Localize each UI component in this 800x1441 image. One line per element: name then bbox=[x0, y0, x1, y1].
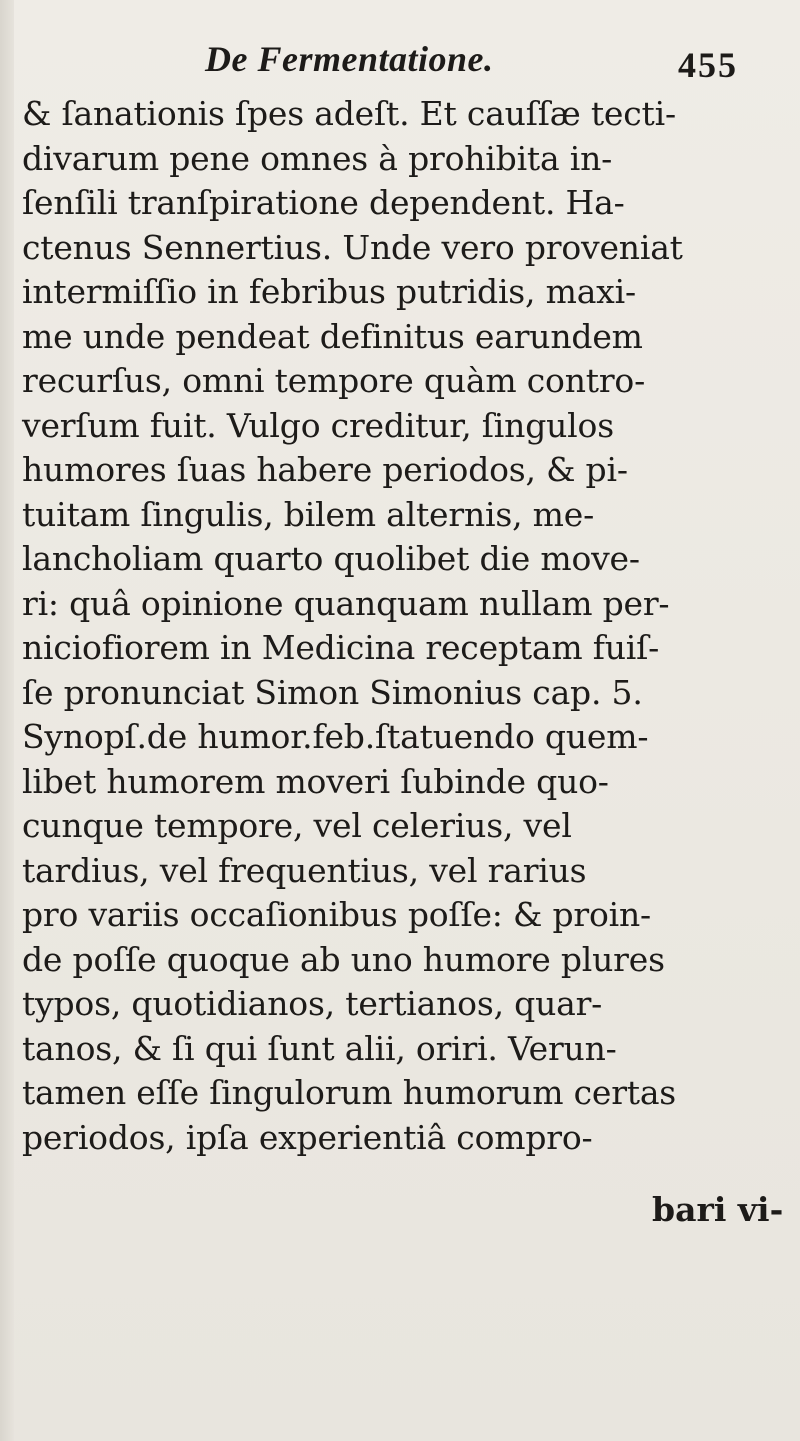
text-line: ſe pronunciat Simon Simonius cap. 5. bbox=[22, 672, 643, 712]
page-number: 455 bbox=[678, 45, 738, 85]
text-line: tanos, & ſi qui ſunt alii, oriri. Verun- bbox=[22, 1028, 617, 1068]
text-line: divarum pene omnes à prohibita in- bbox=[22, 138, 613, 178]
text-line: niciofiorem in Medicina receptam fuiſ- bbox=[22, 628, 660, 667]
text-line: tuitam ſingulis, bilem alternis, me- bbox=[22, 494, 595, 534]
text-line: verſum fuit. Vulgo creditur, ſingulos bbox=[22, 405, 614, 445]
text-line: intermiſſio in febribus putridis, maxi- bbox=[22, 272, 636, 311]
running-title: De Fermentatione. bbox=[205, 39, 494, 79]
text-line: pro variis occaſionibus poſſe: & proin- bbox=[22, 895, 651, 934]
text-line: lancholiam quarto quolibet die move- bbox=[22, 539, 640, 578]
page-gutter bbox=[0, 0, 14, 1441]
text-line: Synopſ.de humor.feb.ſtatuendo quem- bbox=[22, 717, 649, 756]
text-line: ſenſili tranſpiratione dependent. Ha- bbox=[22, 183, 625, 222]
text-line: periodos, ipſa experientiâ compro- bbox=[22, 1117, 593, 1157]
text-line: ctenus Sennertius. Unde vero proveniat bbox=[22, 227, 683, 267]
catchword: bari vi- bbox=[652, 1190, 784, 1229]
text-line: me unde pendeat definitus earundem bbox=[22, 316, 643, 356]
text-line: cunque tempore, vel celerius, vel bbox=[22, 806, 572, 845]
text-line: humores ſuas habere periodos, & pi- bbox=[22, 450, 628, 489]
text-line: libet humorem moveri ſubinde quo- bbox=[22, 761, 609, 801]
text-line: tardius, vel frequentius, vel rarius bbox=[22, 850, 587, 890]
body-text bbox=[22, 92, 792, 1160]
text-line: tamen eſſe ſingulorum humorum certas bbox=[22, 1073, 677, 1112]
text-line: de poſſe quoque ab uno humore plures bbox=[22, 939, 665, 979]
text-line: & ſanationis ſpes adeſt. Et cauſſæ tecti- bbox=[22, 94, 676, 133]
page-header bbox=[0, 38, 800, 88]
text-line: typos, quotidianos, tertianos, quar- bbox=[22, 984, 603, 1023]
text-line: recurſus, omni tempore quàm contro- bbox=[22, 361, 646, 400]
text-line: ri: quâ opinione quanquam nullam per- bbox=[22, 583, 670, 623]
